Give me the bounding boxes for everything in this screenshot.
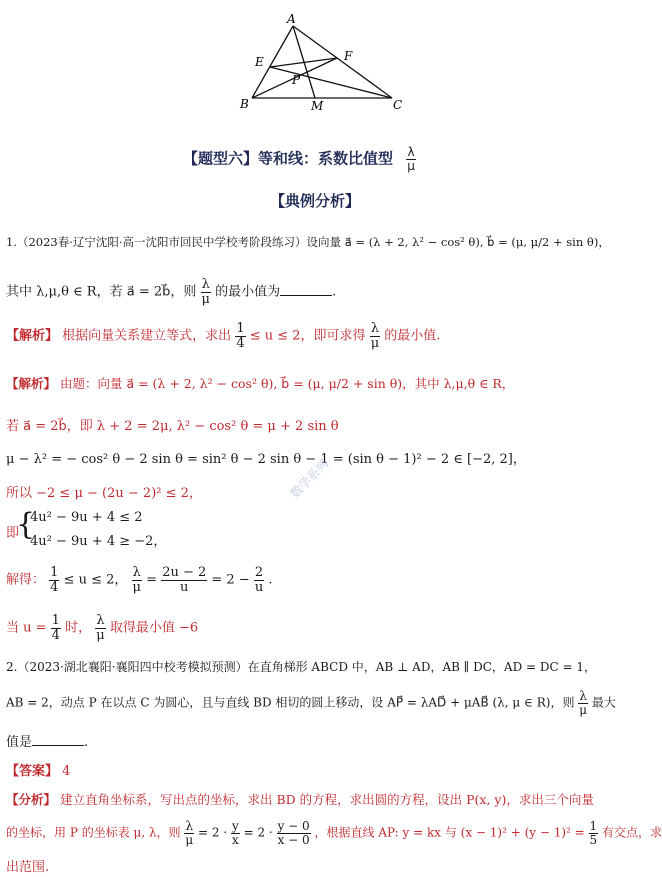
analysis2-text-b: ，根据直线 AP: y = kx 与 (x − 1)² + (y − 1)² =	[314, 825, 585, 840]
p2-answer	[6, 760, 70, 779]
frac-den: 5	[589, 832, 598, 847]
solve-end: .	[268, 572, 273, 588]
label-b: B	[240, 97, 249, 111]
p1-stem-text-a: 其中 λ,μ,θ ∈ R，若 a⃗ = 2b⃗，则	[6, 284, 197, 300]
p2-stem-line2	[6, 690, 616, 716]
p2-stem-end: .	[84, 735, 89, 750]
solution-text: 由题：向量 a⃗ = (λ + 2, λ² − cos² θ), b⃗ = (μ, μ/2 + sin θ)，其中 λ,μ,θ ∈ R，	[60, 376, 515, 391]
p1-solution-line4: 所以 −2 ≤ μ − (2u − 2)² ≤ 2，	[6, 486, 202, 501]
frac-num: λ	[201, 277, 210, 292]
analysis-frac-quarter	[235, 322, 245, 350]
watermark: 数学系列	[287, 456, 332, 501]
analysis-text-a: 根据向量关系建立等式，求出	[62, 328, 232, 344]
frac-den: μ	[185, 832, 194, 847]
analysis2-frac4	[589, 820, 599, 846]
frac-num: 2	[254, 565, 264, 580]
p1-when-line	[6, 614, 198, 642]
answer-blank	[32, 733, 84, 746]
when-frac	[51, 614, 61, 642]
when-end: 取得最小值 −6	[109, 620, 199, 636]
p1-stem-end: .	[332, 284, 337, 300]
solve-prefix: 解得：	[6, 572, 46, 588]
solve-frac2	[132, 566, 142, 594]
label-p: P	[292, 73, 301, 87]
frac-num: λ	[407, 145, 415, 159]
p1-solve-line	[6, 566, 273, 594]
solve-frac1	[49, 566, 59, 594]
p1-stem-line1: 1.（2023春·辽宁沈阳·高一沈阳市回民中学校考阶段练习）设向量 a⃗ = (λ + 2, λ² − cos² θ), b⃗ = (μ, μ/2 + sin θ)，	[6, 235, 610, 249]
p1-solution-line1	[6, 374, 514, 392]
system-eq1: 4u² − 9u + 4 ≤ 2	[30, 510, 143, 525]
p2-stem-line1: 2.（2023·湖北襄阳·襄阳四中校考模拟预测）在直角梯形 ABCD 中，AB ⊥ AD，AB ∥ DC，AD = DC = 1，	[6, 660, 596, 674]
frac-num: y − 0	[277, 819, 310, 833]
label-m: M	[311, 99, 324, 113]
sub-heading: 【典例分析】	[270, 192, 361, 210]
analysis2-eq1: = 2 ·	[198, 825, 228, 840]
analysis2-eq2: = 2 ·	[243, 825, 273, 840]
analysis-text: 建立直角坐标系，写出点的坐标，求出 BD 的方程，求出圆的方程，设出 P(x, y)，求出三个向量	[60, 792, 594, 807]
answer-tag: 【答案】	[6, 764, 59, 779]
solve-eq: =	[146, 572, 158, 588]
label-a: A	[287, 12, 296, 26]
frac-den: μ	[201, 291, 210, 307]
analysis-tag: 【分析】	[6, 792, 57, 807]
analysis2-text-c: 有交点，求	[602, 825, 662, 840]
p2-stem-text: 值是	[6, 735, 33, 750]
analysis-tag: 【解析】	[6, 328, 59, 344]
analysis-text-b: 的最小值.	[384, 328, 441, 344]
solve-frac3	[161, 566, 207, 594]
system-eq2-text: 4u² − 9u + 4 ≥ −2	[30, 534, 154, 549]
p2-stem-fraction	[578, 690, 588, 716]
analysis2-frac3	[277, 820, 311, 846]
frac-den: 4	[50, 579, 59, 595]
analysis-frac-ratio	[370, 322, 380, 350]
analysis2-frac2	[231, 820, 240, 846]
frac-den: x	[232, 832, 239, 847]
p2-stem-text-b: 最大	[591, 695, 616, 710]
frac-num: λ	[96, 613, 105, 628]
label-e: E	[255, 55, 264, 69]
answer-value: 4	[62, 764, 71, 779]
analysis2-text-a: 的坐标，用 P 的坐标表 μ, λ，则	[6, 825, 181, 840]
solution-tag: 【解析】	[6, 376, 57, 391]
frac-num: λ	[370, 321, 380, 336]
frac-den: 4	[236, 335, 245, 351]
solve-eq2: = 2 −	[211, 572, 250, 588]
solve-frac4	[254, 566, 264, 594]
p2-analysis-line3: 出范围.	[6, 860, 50, 875]
p1-solution-line2: 若 a⃗ = 2b⃗，即 λ + 2 = 2μ, λ² − cos² θ = μ + 2 sin θ	[6, 419, 339, 434]
frac-num: 1	[589, 819, 598, 833]
segment-ec	[270, 67, 392, 98]
section-title-fraction	[406, 146, 416, 172]
frac-num: 1	[51, 613, 60, 628]
system-eq2	[30, 530, 166, 549]
p1-analysis	[6, 322, 440, 350]
frac-num: 1	[236, 321, 245, 336]
frac-num: λ	[132, 565, 141, 580]
answer-blank	[280, 283, 332, 296]
analysis-ineq: ≤ u ≤ 2，即可求得	[249, 328, 366, 344]
frac-num: λ	[579, 689, 587, 703]
triangle-figure	[225, 12, 425, 112]
frac-num: λ	[185, 819, 194, 833]
p1-solution-line3: μ − λ² = − cos² θ − 2 sin θ = sin² θ − 2 sin θ − 1 = (sin θ − 1)² − 2 ∈ [−2, 2]，	[6, 452, 526, 467]
section-title	[183, 146, 416, 172]
frac-num: 1	[50, 565, 59, 580]
p2-stem-text-a: AB = 2，动点 P 在以点 C 为圆心，且与直线 BD 相切的圆上移动，设 AP⃗ = λAD⃗ + μAB⃗ (λ, μ ∈ R)，则	[6, 695, 575, 710]
label-f: F	[344, 49, 353, 63]
when-mid: 时，	[65, 620, 92, 636]
p1-stem-text-b: 的最小值为	[215, 284, 281, 300]
section-title-text: 【题型六】等和线：系数比值型	[183, 149, 394, 168]
frac-den: u	[180, 579, 189, 595]
p2-analysis-line2	[6, 820, 662, 846]
frac-den: u	[254, 579, 264, 595]
p1-solution-prefix: 即	[6, 526, 20, 541]
solve-ineq: ≤ u ≤ 2，	[63, 572, 128, 588]
label-c: C	[393, 98, 403, 112]
frac-den: 4	[51, 627, 60, 643]
when-prefix: 当 u =	[6, 620, 47, 636]
when-frac2	[95, 614, 105, 642]
p1-stem-fraction	[201, 278, 211, 306]
frac-num: y	[232, 819, 239, 833]
frac-den: μ	[407, 158, 415, 173]
frac-den: μ	[370, 335, 380, 351]
frac-den: μ	[579, 702, 588, 717]
p2-analysis-line1	[6, 790, 594, 808]
p2-stem-line3	[6, 731, 88, 750]
analysis2-frac1	[184, 820, 194, 846]
p1-stem-line2	[6, 278, 336, 306]
system-brace: {	[16, 507, 36, 542]
frac-num: 2u − 2	[162, 565, 207, 580]
system-end: ，	[153, 534, 167, 549]
frac-den: μ	[96, 627, 105, 643]
frac-den: μ	[132, 579, 141, 595]
frac-den: x − 0	[277, 832, 310, 847]
